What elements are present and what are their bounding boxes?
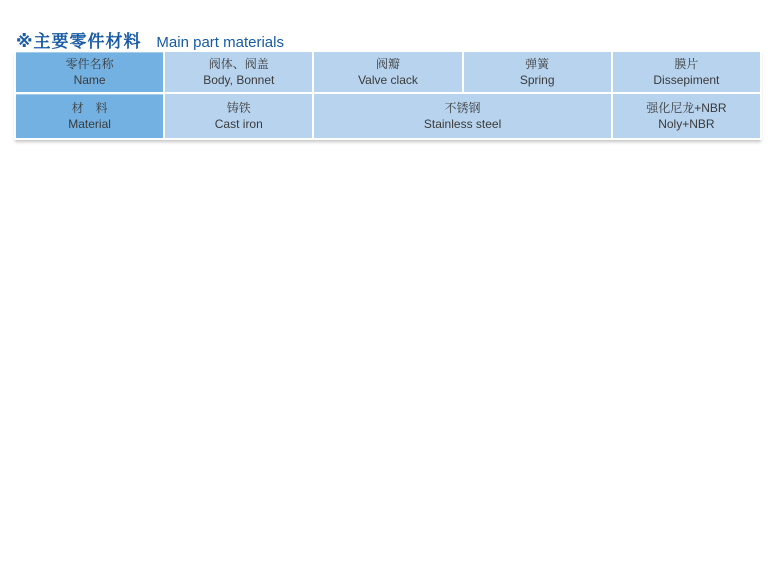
cell-text-en: Valve clack xyxy=(358,73,418,87)
cell-text-zh: 膜片 xyxy=(674,57,699,71)
cell-text-zh: 弹簧 xyxy=(525,57,550,71)
cell-text-en: Noly+NBR xyxy=(658,117,715,131)
cell-text-en: Dissepiment xyxy=(653,73,720,87)
cell-cast-iron xyxy=(165,94,312,138)
cell-text-en: Cast iron xyxy=(214,117,263,131)
cell-text-zh: 阀体、阀盖 xyxy=(208,57,269,71)
cell-stainless-steel xyxy=(314,94,610,138)
main-part-materials-table xyxy=(14,50,762,140)
page-title-chinese: ※主要零件材料 xyxy=(16,32,142,51)
cell-text-en: Material xyxy=(68,117,111,131)
cell-text-en: Stainless steel xyxy=(423,117,502,131)
cell-dissepiment xyxy=(613,52,760,92)
cell-text-en: Body, Bonnet xyxy=(203,73,275,87)
cell-text-zh: 强化尼龙+NBR xyxy=(646,101,727,115)
cell-text-en: Spring xyxy=(519,73,555,87)
cell-text-zh: 不锈钢 xyxy=(444,101,481,115)
cell-body-bonnet xyxy=(165,52,312,92)
cell-text-zh: 材 料 xyxy=(71,101,108,115)
cell-spring xyxy=(464,52,611,92)
cell-text-zh: 零件名称 xyxy=(65,57,114,71)
table-row-part-names xyxy=(16,52,760,92)
row-label-name xyxy=(16,52,163,92)
page-title-english: Main part materials xyxy=(156,34,284,51)
row-label-material xyxy=(16,94,163,138)
table-row-materials xyxy=(16,94,760,138)
cell-text-en: Name xyxy=(73,73,106,87)
cell-text-zh: 铸铁 xyxy=(226,101,251,115)
cell-valve-clack xyxy=(314,52,461,92)
cell-text-zh: 阀瓣 xyxy=(375,57,400,71)
cell-noly-nbr xyxy=(613,94,760,138)
